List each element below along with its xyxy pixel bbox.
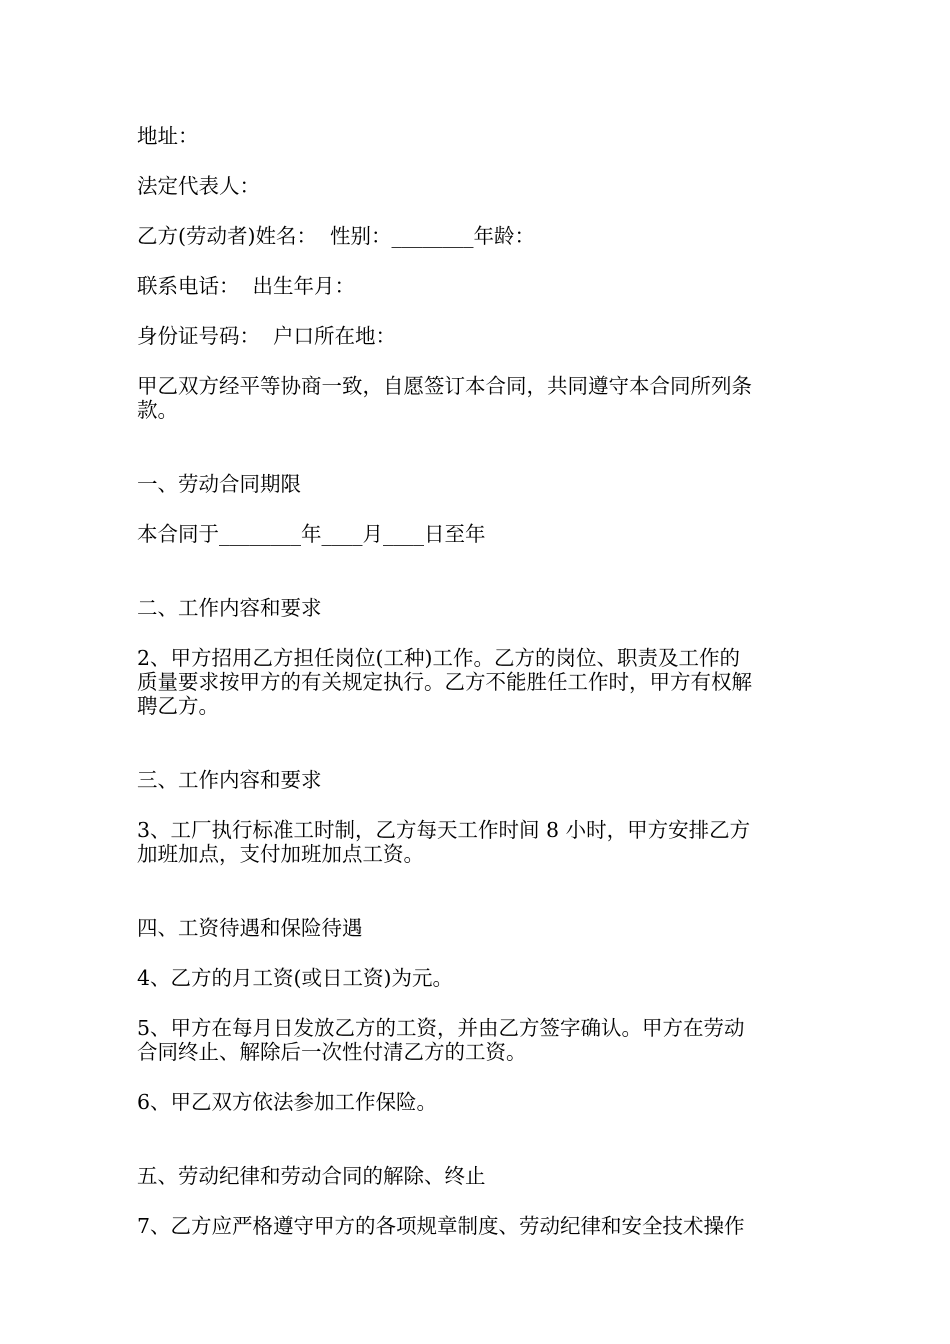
section-1-paragraph: 本合同于________年____月____日至年 [137, 522, 486, 546]
clause-5-line-2: 合同终止、解除后一次性付清乙方的工资。 [137, 1040, 527, 1064]
clause-4: 4、乙方的月工资(或日工资)为元。 [137, 966, 454, 990]
clause-2-line-2: 质量要求按甲方的有关规定执行。乙方不能胜任工作时，甲方有权解 [137, 670, 752, 694]
intro-paragraph [137, 374, 827, 422]
section-1-heading: 一、劳动合同期限 [137, 472, 301, 496]
id-number-line: 身份证号码： 户口所在地： [137, 324, 397, 348]
section-5-heading: 五、劳动纪律和劳动合同的解除、终止 [137, 1164, 486, 1188]
section-4-heading: 四、工资待遇和保险待遇 [137, 916, 363, 940]
clause-5-line-1: 5、甲方在每月日发放乙方的工资，并由乙方签字确认。甲方在劳动 [137, 1016, 745, 1040]
contract-page [137, 124, 827, 1238]
address-line: 地址： [137, 124, 199, 148]
clause-2-line-1: 2、甲方招用乙方担任岗位(工种)工作。乙方的岗位、职责及工作的 [137, 646, 741, 670]
party-b-line: 乙方(劳动者)姓名： 性别：________年龄： [137, 224, 536, 248]
clause-3 [137, 818, 827, 866]
legal-rep-line: 法定代表人： [137, 174, 260, 198]
intro-line-1: 甲乙双方经平等协商一致，自愿签订本合同，共同遵守本合同所列条 [137, 374, 752, 398]
clause-2 [137, 646, 827, 718]
clause-3-line-1: 3、工厂执行标准工时制，乙方每天工作时间 8 小时，甲方安排乙方 [137, 818, 751, 842]
section-3-heading: 三、工作内容和要求 [137, 768, 322, 792]
clause-7-line-1: 7、乙方应严格遵守甲方的各项规章制度、劳动纪律和安全技术操作 [137, 1214, 745, 1238]
clause-2-line-3: 聘乙方。 [137, 694, 219, 718]
clause-5 [137, 1016, 827, 1064]
clause-3-line-2: 加班加点，支付加班加点工资。 [137, 842, 424, 866]
phone-line: 联系电话： 出生年月： [137, 274, 356, 298]
clause-6: 6、甲乙双方依法参加工作保险。 [137, 1090, 438, 1114]
section-2-heading: 二、工作内容和要求 [137, 596, 322, 620]
intro-line-2: 款。 [137, 398, 178, 422]
